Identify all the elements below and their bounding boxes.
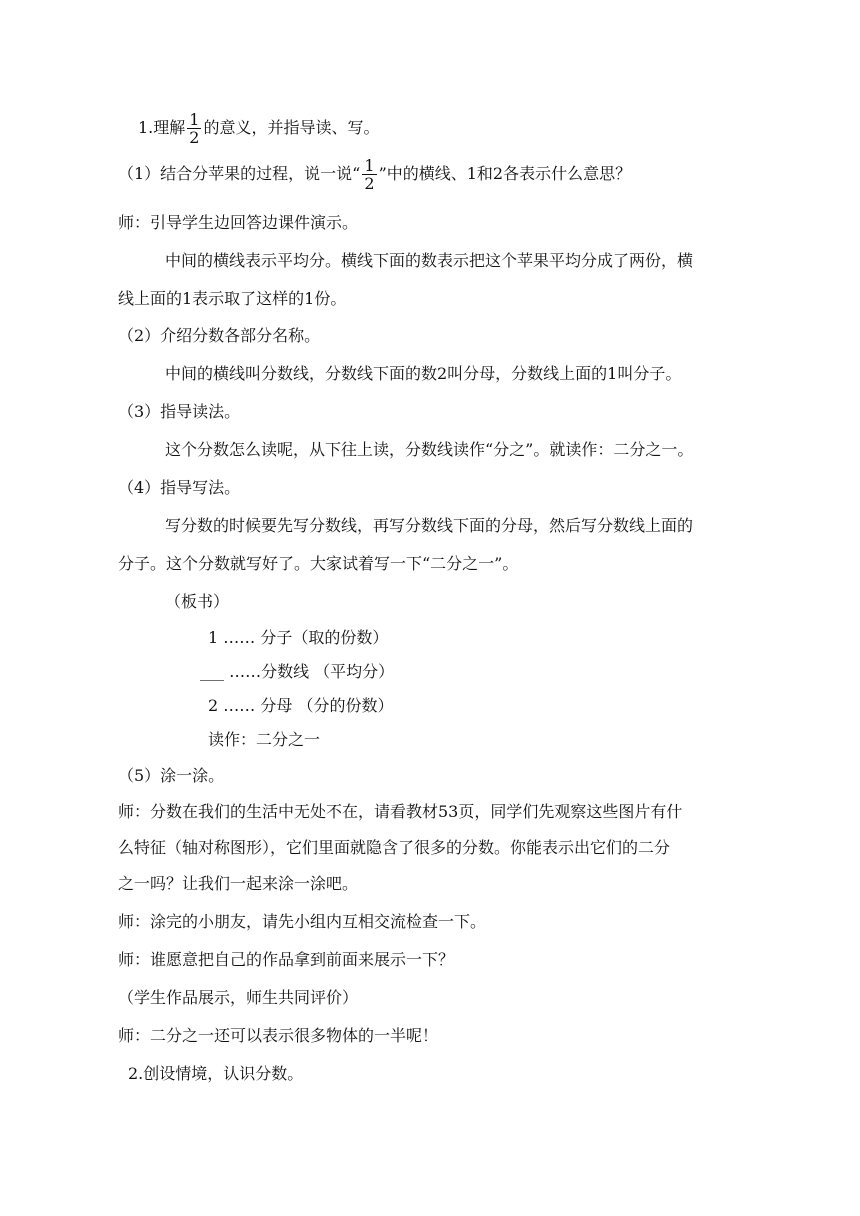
teacher-line: 师：谁愿意把自己的作品拿到前面来展示一下？ xyxy=(118,950,455,969)
paragraph-line: 中间的横线表示平均分。横线下面的数表示把这个苹果平均分成了两份，横 xyxy=(165,251,694,270)
fraction-one-half xyxy=(187,112,201,145)
fraction-one-half xyxy=(362,158,376,191)
step1-question xyxy=(118,158,631,191)
paragraph-line: 中间的横线叫分数线，分数线下面的数2叫分母，分数线上面的1叫分子。 xyxy=(165,364,682,383)
step-heading: （5）涂一涂。 xyxy=(118,766,225,785)
board-line-reading: 读作：二分之一 xyxy=(208,730,321,749)
board-line-numerator: 1 …… 分子（取的份数） xyxy=(208,628,389,647)
teacher-line: 师：涂完的小朋友，请先小组内互相交流检查一下。 xyxy=(118,912,487,931)
teacher-line: 师：二分之一还可以表示很多物体的一半呢！ xyxy=(118,1026,439,1045)
board-title: （板书） xyxy=(165,592,230,611)
item1-suffix: 的意义，并指导读、写。 xyxy=(203,118,380,137)
teacher-line: 师：引导学生边回答边课件演示。 xyxy=(118,213,359,232)
fraction-denominator: 2 xyxy=(364,174,375,193)
board-line-denominator: 2 …… 分母 （分的份数） xyxy=(208,696,394,715)
fraction-denominator: 2 xyxy=(189,128,200,147)
teacher-line: 师：分数在我们的生活中无处不在，请看教材53页，同学们先观察这些图片有什 xyxy=(118,802,683,821)
step-heading: （3）指导读法。 xyxy=(118,402,241,421)
teacher-line: 么特征（轴对称图形），它们里面就隐含了很多的分数。你能表示出它们的二分 xyxy=(118,838,671,857)
step-heading: （2）介绍分数各部分名称。 xyxy=(118,326,321,345)
step1-prefix: （1）结合分苹果的过程，说一说“ xyxy=(118,164,361,183)
fraction-numerator: 1 xyxy=(189,110,200,129)
teacher-line: 之一吗？让我们一起来涂一涂吧。 xyxy=(118,874,359,893)
item1-prefix: 1.理解 xyxy=(138,118,186,137)
fraction-numerator: 1 xyxy=(364,156,375,175)
paragraph-line: 分子。这个分数就写好了。大家试着写一下“二分之一”。 xyxy=(118,554,519,573)
student-activity-note: （学生作品展示，师生共同评价） xyxy=(118,988,359,1007)
paragraph-line: 这个分数怎么读呢，从下往上读，分数线读作“分之”。就读作：二分之一。 xyxy=(165,440,694,459)
paragraph-line: 写分数的时候要先写分数线，再写分数线下面的分母，然后写分数线上面的 xyxy=(165,516,694,535)
item2-heading: 2.创设情境，认识分数。 xyxy=(128,1064,304,1083)
item1-heading xyxy=(138,112,379,145)
paragraph-line: 线上面的1表示取了这样的1份。 xyxy=(118,289,347,308)
board-line-fraction-bar: ___ ……分数线 （平均分） xyxy=(200,662,395,681)
step1-suffix: ”中的横线、1和2各表示什么意思？ xyxy=(378,164,632,183)
step-heading: （4）指导写法。 xyxy=(118,478,241,497)
